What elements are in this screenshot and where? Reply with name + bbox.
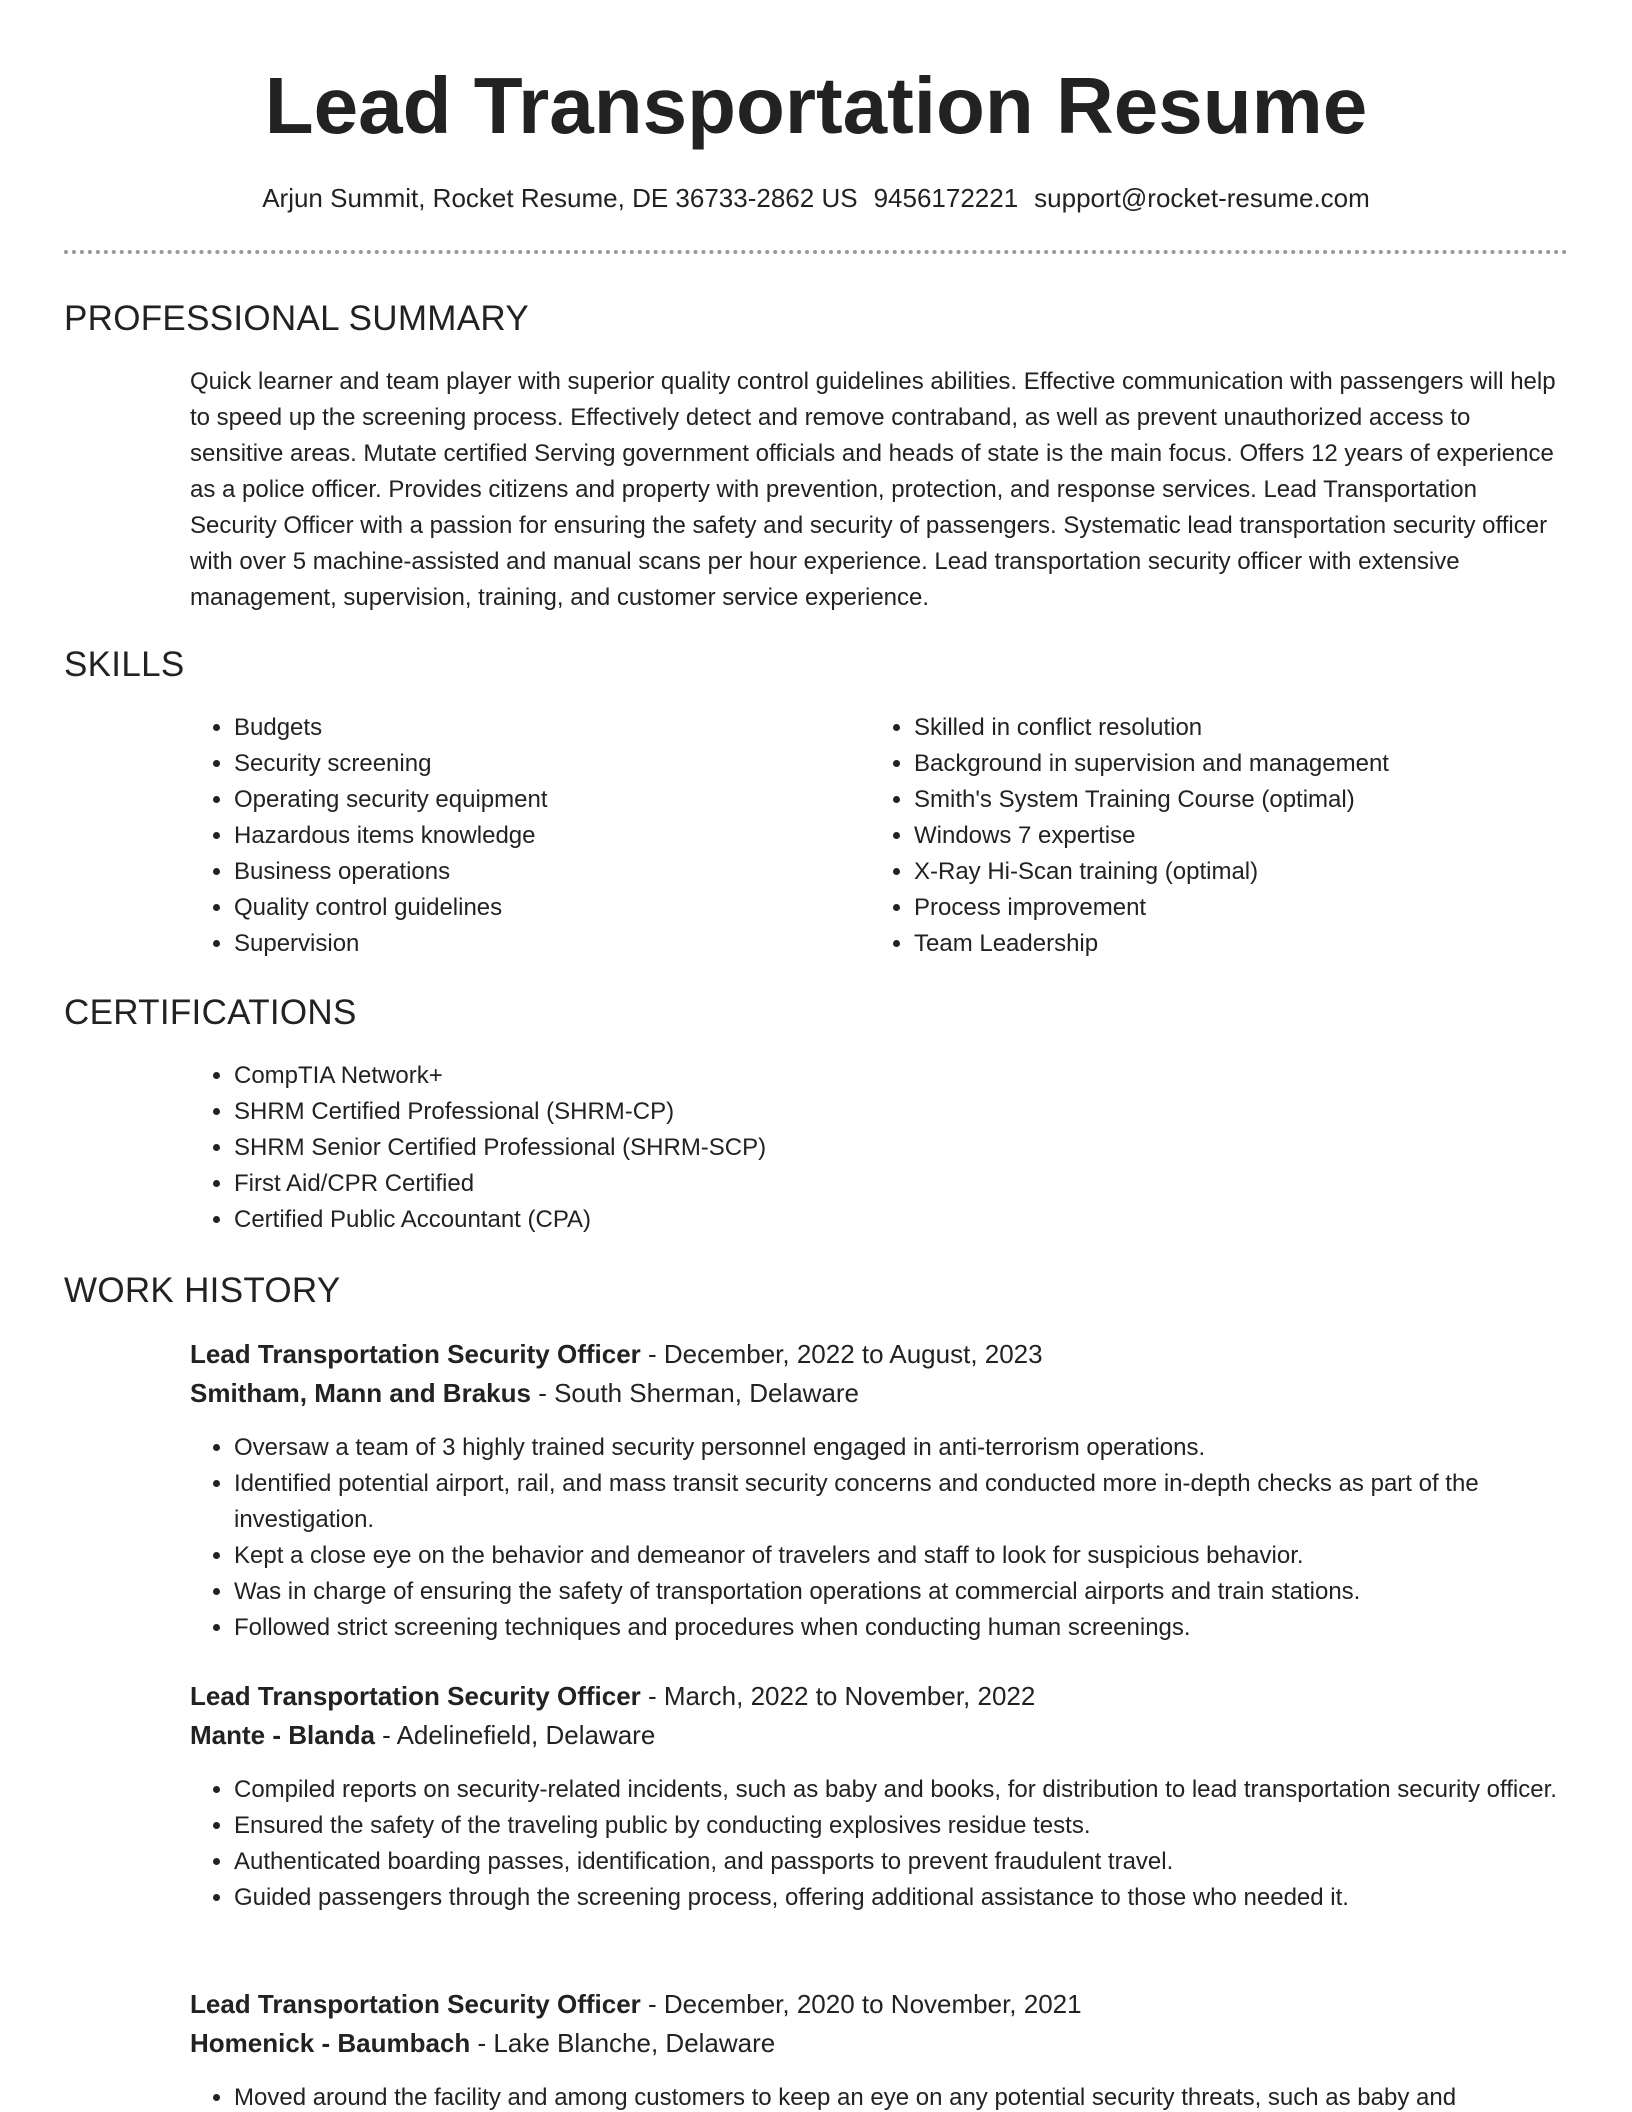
job-company-line: [190, 1374, 1568, 1412]
job-title: Lead Transportation Security Officer: [190, 1989, 641, 2019]
skill-item: • X-Ray Hi-Scan training (optimal): [914, 854, 1604, 890]
skills-list-left: [190, 710, 834, 962]
contact-email: support@rocket-resume.com: [1034, 183, 1370, 213]
job-dates: December, 2022 to August, 2023: [663, 1339, 1043, 1369]
certification-item: • SHRM Certified Professional (SHRM-CP): [234, 1094, 1604, 1130]
job-bullet: • Ensured the safety of the traveling public by conducting explosives residue tests.: [234, 1808, 1594, 1844]
job-dates: December, 2020 to November, 2021: [663, 1989, 1082, 2019]
job-location: Lake Blanche, Delaware: [493, 2028, 776, 2058]
job-title-line: [190, 1985, 1568, 2023]
summary-text: Quick learner and team player with superior quality control guidelines abilities. Effective communication with passengers will help to speed up the screening process. Effectively detect and remove contraband, as well as prevent unauthorized access to sensitive areas. Mutate certified Serving government officials and heads of state is the main focus. Offers 12 years of experience as a police officer. Provides citizens and property with prevention, protection, and response services. Lead Transportation Security Officer with a passion for ensuring the safety and security of passengers. Systematic lead transportation security officer with over 5 machine-assisted and manual scans per hour experience. Lead transportation security officer with extensive management, supervision, training, and customer service experience.: [190, 368, 1556, 611]
skill-item: • Smith's System Training Course (optimal): [914, 782, 1604, 818]
certification-item: • CompTIA Network+: [234, 1058, 1604, 1094]
job-bullet: • Was in charge of ensuring the safety of transportation operations at commercial airports and train stations.: [234, 1574, 1594, 1610]
job-company: Homenick - Baumbach: [190, 2028, 471, 2058]
job-title: Lead Transportation Security Officer: [190, 1339, 641, 1369]
job-separator: -: [374, 1720, 397, 1750]
skill-item: • Skilled in conflict resolution: [914, 710, 1604, 746]
contact-address: Arjun Summit, Rocket Resume, DE 36733-2862 US: [262, 183, 858, 213]
job-title-line: [190, 1335, 1568, 1373]
skill-item: • Business operations: [234, 854, 834, 890]
job-company: Smitham, Mann and Brakus: [190, 1378, 531, 1408]
skill-item: • Team Leadership: [914, 926, 1604, 962]
skill-item: • Process improvement: [914, 890, 1604, 926]
skill-item: • Supervision: [234, 926, 834, 962]
job-bullets: [190, 2080, 1594, 2112]
job-dates: March, 2022 to November, 2022: [663, 1681, 1036, 1711]
job-separator: -: [640, 1339, 664, 1369]
skill-item: • Budgets: [234, 710, 834, 746]
job-company: Mante - Blanda: [190, 1720, 375, 1750]
section-title-summary: PROFESSIONAL SUMMARY: [64, 299, 529, 338]
job-separator: -: [530, 1378, 555, 1408]
skill-item: • Background in supervision and management: [914, 746, 1604, 782]
certifications-list: [190, 1058, 1604, 1238]
section-title-certifications: CERTIFICATIONS: [64, 993, 357, 1032]
job-title-line: [190, 1677, 1568, 1715]
skill-item: • Windows 7 expertise: [914, 818, 1604, 854]
job-bullet: • Authenticated boarding passes, identification, and passports to prevent fraudulent travel.: [234, 1844, 1594, 1880]
job-location: South Sherman, Delaware: [554, 1378, 860, 1408]
resume-title: Lead Transportation Resume: [264, 61, 1368, 150]
job-bullet: • Moved around the facility and among customers to keep an eye on any potential security threats, such as baby and: [234, 2080, 1594, 2112]
job-bullet: • Followed strict screening techniques and procedures when conducting human screenings.: [234, 1610, 1594, 1646]
certification-item: • Certified Public Accountant (CPA): [234, 1202, 1604, 1238]
job-location: Adelinefield, Delaware: [396, 1720, 656, 1750]
skill-item: • Operating security equipment: [234, 782, 834, 818]
job-company-line: [190, 1716, 1568, 1754]
job-bullet: • Kept a close eye on the behavior and demeanor of travelers and staff to look for suspicious behavior.: [234, 1538, 1594, 1574]
job-separator: -: [640, 1681, 664, 1711]
job-title: Lead Transportation Security Officer: [190, 1681, 641, 1711]
job-separator: -: [640, 1989, 664, 2019]
contact-phone: 9456172221: [873, 183, 1019, 213]
header-divider: [64, 250, 1568, 254]
job-separator: -: [470, 2028, 494, 2058]
section-title-work-history: WORK HISTORY: [64, 1271, 341, 1310]
skills-list-right: [870, 710, 1604, 962]
contact-line: [0, 180, 1632, 216]
job-bullets: [190, 1430, 1594, 1646]
job-company-line: [190, 2024, 1568, 2062]
job-bullet: • Oversaw a team of 3 highly trained security personnel engaged in anti-terrorism operations.: [234, 1430, 1594, 1466]
skill-item: • Hazardous items knowledge: [234, 818, 834, 854]
skill-item: • Quality control guidelines: [234, 890, 834, 926]
job-bullet: • Identified potential airport, rail, and mass transit security concerns and conducted more in-depth checks as part of the investigation.: [234, 1466, 1594, 1538]
certification-item: • SHRM Senior Certified Professional (SHRM-SCP): [234, 1130, 1604, 1166]
job-bullet: • Guided passengers through the screening process, offering additional assistance to those who needed it.: [234, 1880, 1594, 1916]
skill-item: • Security screening: [234, 746, 834, 782]
section-title-skills: SKILLS: [64, 645, 185, 684]
certification-item: • First Aid/CPR Certified: [234, 1166, 1604, 1202]
job-bullets: [190, 1772, 1594, 1916]
job-bullet: • Compiled reports on security-related incidents, such as baby and books, for distribution to lead transportation security officer.: [234, 1772, 1594, 1808]
